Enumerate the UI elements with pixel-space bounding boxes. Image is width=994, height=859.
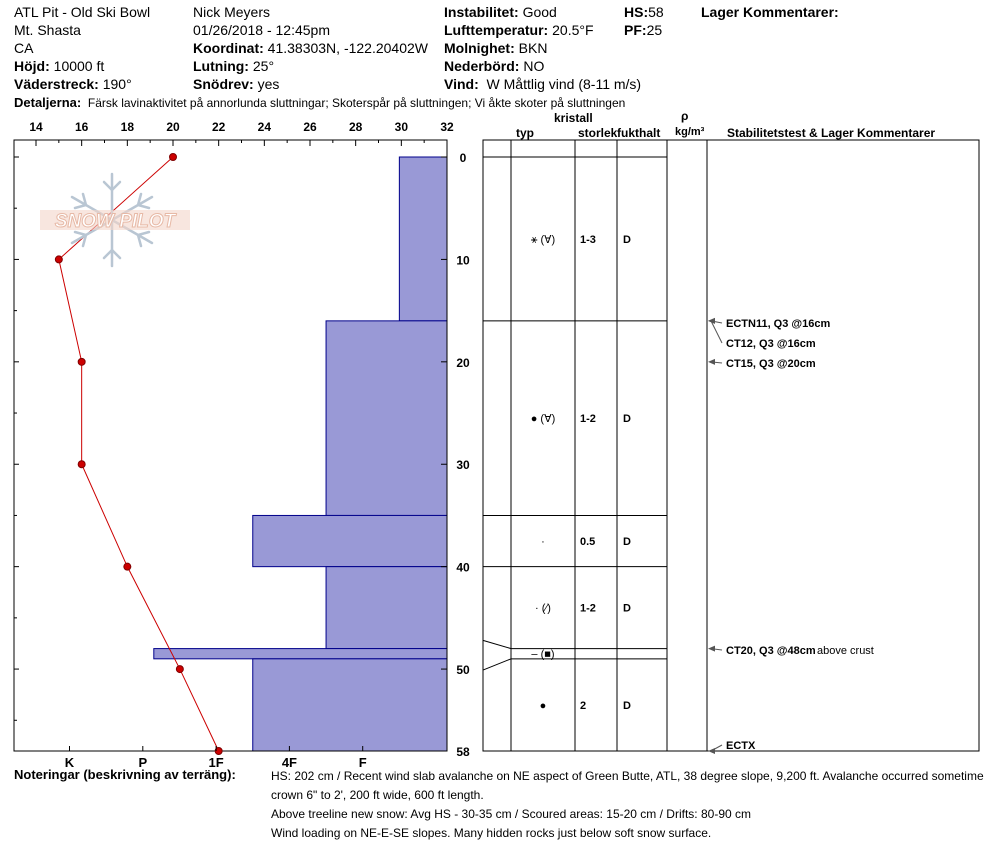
stability-test-label: ECTN11, Q3 @16cm — [726, 318, 831, 330]
col-storlek: storlek — [578, 126, 618, 140]
layer-grain-size: 0.5 — [580, 536, 596, 549]
hs-label: HS: — [624, 4, 649, 20]
temp-tick-label: 14 — [29, 120, 43, 134]
temp-tick-label: 28 — [348, 120, 363, 134]
stability-label: Instabilitet: — [444, 4, 519, 20]
col-kristall: kristall — [554, 111, 593, 125]
state: CA — [14, 40, 34, 56]
col-typ: typ — [516, 126, 534, 140]
hardness-tick-label: 4F — [281, 755, 297, 770]
temperature-point — [78, 461, 85, 468]
temp-tick-label: 16 — [74, 120, 89, 134]
aspect-label: Väderstreck: — [14, 76, 99, 92]
layer-moisture: D — [623, 233, 631, 246]
arrow-head — [708, 748, 715, 754]
depth-tick-label: 30 — [456, 458, 470, 473]
elevation-label: Höjd: — [14, 58, 50, 74]
layer-moisture: D — [623, 536, 631, 549]
layer-grain-size: 1-2 — [580, 602, 596, 615]
hardness-tick-label: K — [64, 755, 75, 770]
layer-grain-size: 2 — [580, 699, 587, 712]
temp-tick-label: 18 — [120, 120, 135, 134]
temperature-point — [124, 563, 131, 570]
hardness-profile — [154, 157, 447, 751]
notes-line-1: HS: 202 cm / Recent wind slab avalanche on NE aspect of Green Butte, ATL, 38 degree slope, 9,200 ft. Avalanche occurred sometime — [271, 769, 984, 783]
temp-tick-label: 32 — [440, 120, 454, 134]
col-density-unit: kg/m³ — [675, 126, 705, 138]
temp-tick-label: 30 — [394, 120, 409, 134]
stability-test-label: CT15, Q3 @20cm — [726, 358, 816, 370]
region: Mt. Shasta — [14, 22, 81, 38]
airtemp-value: 20.5°F — [552, 22, 594, 38]
notes-line-3: Above treeline new snow: Avg HS - 30-35 cm / Scoured areas: 15-20 cm / Drifts: 80-90 cm — [271, 807, 751, 821]
sky-value: BKN — [518, 40, 548, 56]
aspect-value: 190° — [102, 76, 132, 92]
layer-grain-type: ● (∀) — [530, 413, 556, 426]
layer-grain-type: · — [541, 536, 545, 549]
drift-label: Snödrev: — [193, 76, 254, 92]
hardness-tick-label: F — [358, 755, 367, 770]
temp-tick-label: 26 — [303, 120, 317, 134]
stability-test-arrow — [711, 321, 722, 343]
wind-label: Vind: — [444, 76, 479, 92]
precip-value: NO — [523, 58, 545, 74]
depth-tick-label: 20 — [456, 355, 470, 370]
layer-moisture: D — [623, 699, 631, 712]
notes-line-2: crown 6" to 2', 200 ft wide, 600 ft length. — [271, 788, 484, 802]
table-frame — [483, 140, 979, 751]
hardness-bar — [326, 321, 447, 516]
snowpilot-logo — [40, 174, 190, 266]
depth-tick-label: 0 — [459, 151, 467, 165]
airtemp-label: Lufttemperatur: — [444, 22, 549, 38]
details-label: Detaljerna: — [14, 95, 82, 110]
hs-value: 58 — [648, 4, 664, 20]
wind-value: W Måttlig vind (8-11 m/s) — [486, 76, 642, 92]
hardness-bar — [253, 659, 447, 751]
notes-label: Noteringar (beskrivning av terräng): — [14, 767, 236, 782]
layer-moisture: D — [623, 413, 631, 426]
pf-label: PF: — [624, 22, 647, 38]
hardness-bar — [399, 157, 447, 321]
stability-value: Good — [522, 4, 557, 20]
coord-value: 41.38303N, -122.20402W — [267, 40, 428, 56]
stability-test-label: above crust — [817, 645, 874, 657]
depth-tick-label: 50 — [456, 663, 470, 678]
temp-tick-label: 22 — [211, 120, 226, 134]
datetime: 01/26/2018 - 12:45pm — [193, 22, 330, 38]
hardness-tick-label: P — [138, 755, 148, 770]
notes-line-4: Wind loading on NE-E-SE slopes. Many hidden rocks just below soft snow surface. — [271, 826, 712, 840]
layer-grain-size: 1-2 — [580, 413, 596, 426]
precip-label: Nederbörd: — [444, 58, 520, 74]
slope-label: Lutning: — [193, 58, 249, 74]
temperature-point — [55, 256, 62, 263]
layer-comments-title: Lager Kommentarer: — [701, 4, 839, 20]
layer-moisture: D — [623, 602, 631, 615]
depth-tick-label: 58 — [456, 745, 470, 759]
observer: Nick Meyers — [193, 4, 271, 20]
temp-tick-label: 20 — [166, 120, 180, 134]
pf-value: 25 — [646, 22, 663, 38]
temperature-point — [176, 666, 183, 673]
hardness-tick-label: 1F — [208, 755, 224, 770]
slope-value: 25° — [252, 58, 275, 74]
layer-grain-size: 1-3 — [580, 233, 596, 246]
col-stability-comments: Stabilitetstest & Lager Kommentarer — [727, 126, 936, 140]
details-value: Färsk lavinaktivitet på annorlunda sluttningar; Skoterspår på sluttningen; Vi åkte skoter på sluttningen — [87, 96, 626, 110]
layer-grain-type: · (⁄) — [535, 602, 551, 615]
hardness-bar — [326, 567, 447, 649]
temp-tick-label: 24 — [257, 120, 272, 134]
hardness-bar — [154, 649, 447, 659]
col-rho: ρ — [681, 109, 689, 123]
layer-grain-type: ● — [539, 699, 547, 712]
arrow-head — [708, 359, 715, 365]
logo-text: SNOW PILOT — [54, 211, 176, 232]
temperature-profile — [55, 154, 222, 755]
stability-test-label: CT20, Q3 @48cm — [726, 645, 816, 657]
layer-table — [483, 140, 979, 754]
depth-tick-label: 10 — [456, 253, 470, 268]
stability-test-label: ECTX — [726, 740, 756, 752]
hardness-bar — [253, 515, 447, 566]
temperature-point — [170, 154, 177, 161]
elevation-value: 10000 ft — [53, 58, 105, 74]
col-fukthalt: fukthalt — [617, 126, 661, 140]
depth-tick-label: 40 — [456, 560, 470, 575]
arrow-head — [708, 646, 715, 652]
pit-name: ATL Pit - Old Ski Bowl — [14, 4, 151, 20]
coord-label: Koordinat: — [193, 40, 264, 56]
layer-grain-type: – (■) — [531, 648, 555, 661]
sky-label: Molnighet: — [444, 40, 515, 56]
stability-test-label: CT12, Q3 @16cm — [726, 338, 816, 350]
layer-grain-type: ⚹ (∀) — [530, 233, 556, 246]
temperature-point — [78, 358, 85, 365]
drift-value: yes — [257, 76, 280, 92]
